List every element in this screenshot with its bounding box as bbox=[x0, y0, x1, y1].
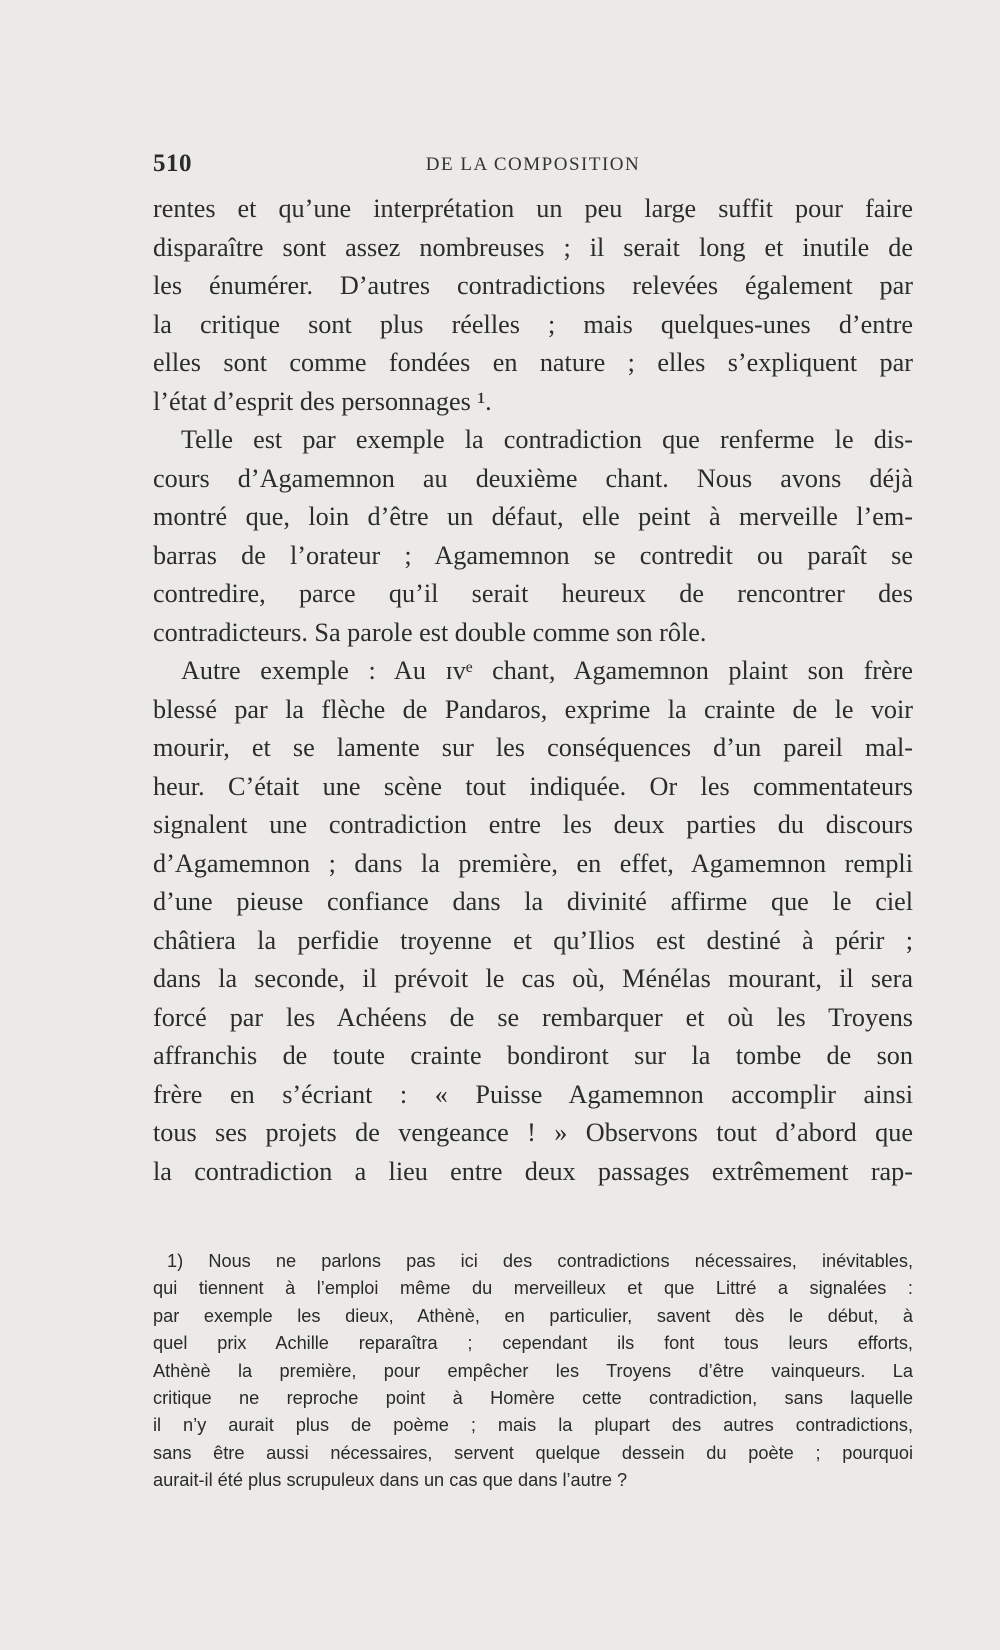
footnote-line: aurait-il été plus scrupuleux dans un cas que dans l’autre ? bbox=[153, 1470, 628, 1491]
text-line: la critique sont plus réelles ; mais quelques-unes d’entre bbox=[153, 309, 913, 339]
footnote-line: Athènè la première, pour empêcher les Troyens d’être vainqueurs. La bbox=[153, 1360, 913, 1381]
text-line: elles sont comme fondées en nature ; elles s’expliquent par bbox=[153, 348, 913, 377]
text-line: blessé par la flèche de Pandaros, exprime la crainte de le voir bbox=[153, 694, 913, 724]
footnote-line: quel prix Achille reparaîtra ; cependant ils font tous leurs efforts, bbox=[153, 1333, 913, 1354]
text-line: frère en s’écriant : « Puisse Agamemnon accomplir ainsi bbox=[153, 1079, 913, 1109]
text-line: signalent une contradiction entre les deux parties du discours bbox=[153, 810, 913, 839]
text-line: tous ses projets de vengeance ! » Observons tout d’abord que bbox=[153, 1118, 913, 1147]
text-line: affranchis de toute crainte bondiront sur la tombe de son bbox=[153, 1041, 913, 1070]
text-line: montré que, loin d’être un défaut, elle peint à merveille l’em- bbox=[153, 502, 913, 531]
footnote-line: critique ne reproche point à Homère cette contradiction, sans laquelle bbox=[153, 1387, 913, 1408]
text-line: les énumérer. D’autres contradictions relevées également par bbox=[153, 271, 913, 300]
text-line: châtiera la perfidie troyenne et qu’Ilios est destiné à périr ; bbox=[153, 925, 913, 955]
text-line: disparaître sont assez nombreuses ; il serait long et inutile de bbox=[153, 232, 913, 262]
text-line: cours d’Agamemnon au deuxième chant. Nous avons déjà bbox=[153, 463, 913, 493]
footnote-line: qui tiennent à l’emploi même du merveilleux et que Littré a signalées : bbox=[153, 1278, 913, 1299]
text-line: d’Agamemnon ; dans la première, en effet, Agamemnon rempli bbox=[153, 848, 913, 878]
text-line: contradicteurs. Sa parole est double comme son rôle. bbox=[153, 617, 707, 647]
footnote-line: par exemple les dieux, Athènè, en particulier, savent dès le début, à bbox=[153, 1305, 913, 1326]
footnote-line: il n’y aurait plus de poème ; mais la plupart des autres contradictions, bbox=[153, 1415, 913, 1436]
text-line: barras de l’orateur ; Agamemnon se contredit ou paraît se bbox=[153, 540, 913, 570]
text-line: dans la seconde, il prévoit le cas où, Ménélas mourant, il sera bbox=[153, 964, 913, 993]
paragraph-first-line: Autre exemple : Au ɪvᵉ chant, Agamemnon plaint son frère bbox=[181, 656, 913, 685]
text-line: la contradiction a lieu entre deux passages extrêmement rap- bbox=[153, 1156, 913, 1186]
text-line: contredire, parce qu’il serait heureux de rencontrer des bbox=[153, 579, 913, 608]
main-text bbox=[153, 190, 913, 1191]
text-line: d’une pieuse confiance dans la divinité affirme que le ciel bbox=[153, 887, 913, 916]
text-line: l’état d’esprit des personnages ¹. bbox=[153, 386, 492, 416]
text-line: rentes et qu’une interprétation un peu large suffit pour faire bbox=[153, 194, 913, 223]
text-line: forcé par les Achéens de se rembarquer et où les Troyens bbox=[153, 1002, 913, 1032]
footnote-line: sans être aussi nécessaires, servent quelque dessein du poète ; pourquoi bbox=[153, 1442, 913, 1463]
page-header bbox=[153, 150, 913, 182]
running-head: DE LA COMPOSITION bbox=[425, 154, 641, 175]
paragraph-first-line: Telle est par exemple la contradiction que renferme le dis- bbox=[181, 425, 913, 454]
footnote-line: 1) Nous ne parlons pas ici des contradictions nécessaires, inévitables, bbox=[167, 1251, 913, 1271]
page-number: 510 bbox=[153, 150, 192, 177]
footnote bbox=[153, 1248, 913, 1495]
text-line: heur. C’était une scène tout indiquée. Or les commentateurs bbox=[153, 771, 913, 801]
text-line: mourir, et se lamente sur les conséquences d’un pareil mal- bbox=[153, 733, 913, 762]
